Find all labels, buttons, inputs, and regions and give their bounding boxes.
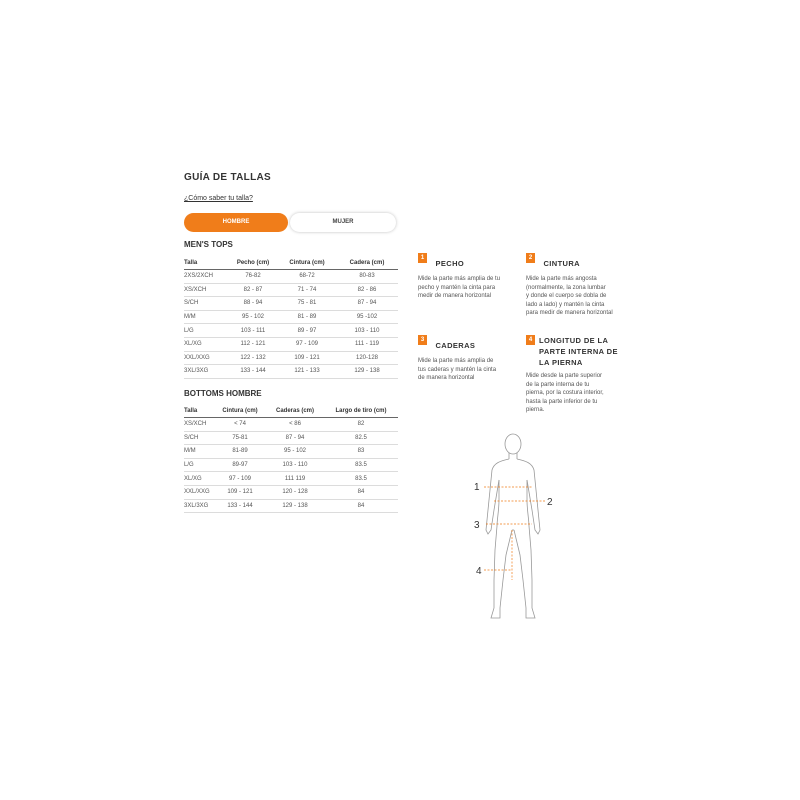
measure-cell: 68-72 — [278, 270, 336, 284]
measure-cell: 95 - 102 — [266, 445, 324, 459]
page-title: GUÍA DE TALLAS — [184, 172, 271, 183]
step-text-line: de manera horizontal — [418, 375, 475, 382]
step-text-line: Mide la parte más angosta — [526, 276, 597, 282]
step-text-line: Mide la parte más amplia de — [418, 358, 494, 364]
measure-cell: 84 — [324, 485, 398, 499]
size-cell: XXL/XXG — [184, 485, 214, 499]
gender-tabs — [184, 213, 396, 232]
measure-cell: 75 - 81 — [278, 297, 336, 311]
step-text-line: hasta la parte inferior de tu — [526, 398, 598, 405]
measure-cell: 97 - 109 — [214, 472, 266, 486]
table-row — [184, 499, 398, 513]
step-title: CINTURA — [543, 259, 580, 268]
step-title: LONGITUD DE LA — [539, 336, 609, 345]
body-outline-icon — [486, 434, 540, 618]
mens-tops-table — [184, 256, 398, 379]
size-cell: 3XL/3XG — [184, 365, 228, 379]
column-header: Talla — [184, 404, 214, 418]
step-title: PECHO — [435, 259, 465, 268]
table-row — [184, 445, 398, 459]
size-cell: M/M — [184, 310, 228, 324]
measure-cell: 82 - 86 — [336, 283, 398, 297]
step-number-badge: 2 — [526, 253, 535, 263]
measure-cell: 87 - 94 — [336, 297, 398, 311]
measure-cell: 88 - 94 — [228, 297, 278, 311]
measure-cell: 87 - 94 — [266, 431, 324, 445]
measure-cell: 95 - 102 — [228, 310, 278, 324]
size-cell: 3XL/3XG — [184, 499, 214, 513]
size-cell: L/G — [184, 458, 214, 472]
step-title: LA PIERNA — [539, 358, 583, 367]
table-row — [184, 270, 398, 284]
body-measurement-figure — [470, 430, 570, 630]
measure-cell: 82.5 — [324, 431, 398, 445]
step-number-badge: 3 — [418, 335, 427, 345]
how-to-measure-link[interactable]: ¿Cómo saber tu talla? — [184, 195, 253, 202]
measure-cell: 83.5 — [324, 472, 398, 486]
table-row — [184, 310, 398, 324]
step-pecho — [418, 253, 518, 301]
column-header: Largo de tiro (cm) — [324, 404, 398, 418]
column-header: Cintura (cm) — [278, 256, 336, 270]
measure-cell: 81-89 — [214, 445, 266, 459]
table-row — [184, 365, 398, 379]
column-header: Caderas (cm) — [266, 404, 324, 418]
step-text-line: pecho y mantén la cinta para — [418, 284, 496, 291]
step-text-line: pierna. — [526, 407, 545, 414]
step-cintura — [526, 253, 626, 318]
table-row — [184, 283, 398, 297]
size-cell: S/CH — [184, 431, 214, 445]
step-text-line: y donde el cuerpo se dobla de — [526, 293, 607, 300]
step-number-badge: 4 — [526, 335, 535, 345]
size-cell: XS/XCH — [184, 283, 228, 297]
measure-cell: 112 - 121 — [228, 337, 278, 351]
size-cell: XXL/XXG — [184, 351, 228, 365]
size-cell: XL/XG — [184, 337, 228, 351]
table-row — [184, 324, 398, 338]
table-row — [184, 485, 398, 499]
measure-cell: 89-97 — [214, 458, 266, 472]
column-header: Cintura (cm) — [214, 404, 266, 418]
measure-cell: 82 - 87 — [228, 283, 278, 297]
measure-cell: 82 — [324, 418, 398, 432]
measure-cell: 111 - 119 — [336, 337, 398, 351]
measure-cell: 122 - 132 — [228, 351, 278, 365]
measure-cell: 103 - 110 — [336, 324, 398, 338]
measure-cell: 89 - 97 — [278, 324, 336, 338]
figure-label-1: 1 — [474, 482, 480, 493]
step-longitud-pierna — [526, 335, 626, 415]
tab-mujer[interactable]: MUJER — [290, 213, 396, 232]
column-header: Pecho (cm) — [228, 256, 278, 270]
table-row — [184, 418, 398, 432]
step-caderas — [418, 335, 518, 383]
measure-cell: 120 - 128 — [266, 485, 324, 499]
size-cell: 2XS/2XCH — [184, 270, 228, 284]
measure-cell: 81 - 89 — [278, 310, 336, 324]
size-cell: S/CH — [184, 297, 228, 311]
column-header: Talla — [184, 256, 228, 270]
measure-cell: 133 - 144 — [214, 499, 266, 513]
measure-cell: 75-81 — [214, 431, 266, 445]
measure-cell: 133 - 144 — [228, 365, 278, 379]
measure-cell: 121 - 133 — [278, 365, 336, 379]
size-cell: XL/XG — [184, 472, 214, 486]
step-title: PARTE INTERNA DE — [539, 347, 618, 356]
step-text-line: para medir de manera horizontal — [526, 310, 613, 317]
measure-cell: 84 — [324, 499, 398, 513]
step-text-line: de la parte interna de tu — [526, 381, 590, 388]
size-cell: L/G — [184, 324, 228, 338]
measure-cell: 109 - 121 — [214, 485, 266, 499]
table-row — [184, 297, 398, 311]
measure-cell: 83 — [324, 445, 398, 459]
table-row — [184, 337, 398, 351]
measure-cell: 109 - 121 — [278, 351, 336, 365]
table-row — [184, 472, 398, 486]
measure-cell: 71 - 74 — [278, 283, 336, 297]
size-cell: XS/XCH — [184, 418, 214, 432]
measure-cell: 76-82 — [228, 270, 278, 284]
step-title: CADERAS — [435, 341, 476, 350]
measure-cell: 129 - 138 — [266, 499, 324, 513]
measure-cell: 83.5 — [324, 458, 398, 472]
step-text-line: lado a lado) y mantén la cinta — [526, 301, 605, 308]
measure-cell: 129 - 138 — [336, 365, 398, 379]
tab-hombre[interactable]: HOMBRE — [184, 213, 288, 232]
measure-cell: < 74 — [214, 418, 266, 432]
step-text-line: pierna, por la costura interior, — [526, 390, 604, 397]
table-header-row — [184, 404, 398, 418]
size-cell: M/M — [184, 445, 214, 459]
figure-label-4: 4 — [476, 566, 482, 577]
measure-cell: < 86 — [266, 418, 324, 432]
table-row — [184, 351, 398, 365]
step-text-line: tus caderas y mantén la cinta — [418, 366, 497, 373]
step-text-line: Mide desde la parte superior — [526, 373, 603, 379]
measure-cell: 103 - 110 — [266, 458, 324, 472]
measure-cell: 97 - 109 — [278, 337, 336, 351]
table-row — [184, 431, 398, 445]
step-text-line: medir de manera horizontal — [418, 293, 492, 300]
step-text-line: Mide la parte más amplia de tu — [418, 276, 501, 282]
measure-cell: 80-83 — [336, 270, 398, 284]
column-header: Cadera (cm) — [336, 256, 398, 270]
step-text-line: (normalmente, la zona lumbar — [526, 284, 606, 291]
measure-cell: 120-128 — [336, 351, 398, 365]
table-row — [184, 458, 398, 472]
measure-cell: 95 -102 — [336, 310, 398, 324]
measure-cell: 111 119 — [266, 472, 324, 486]
step-number-badge: 1 — [418, 253, 427, 263]
figure-label-3: 3 — [474, 520, 480, 531]
bottoms-title: BOTTOMS HOMBRE — [184, 389, 262, 398]
figure-label-2: 2 — [547, 497, 553, 508]
measure-cell: 103 - 111 — [228, 324, 278, 338]
mens-tops-title: MEN'S TOPS — [184, 240, 233, 249]
bottoms-table — [184, 404, 398, 513]
table-header-row — [184, 256, 398, 270]
